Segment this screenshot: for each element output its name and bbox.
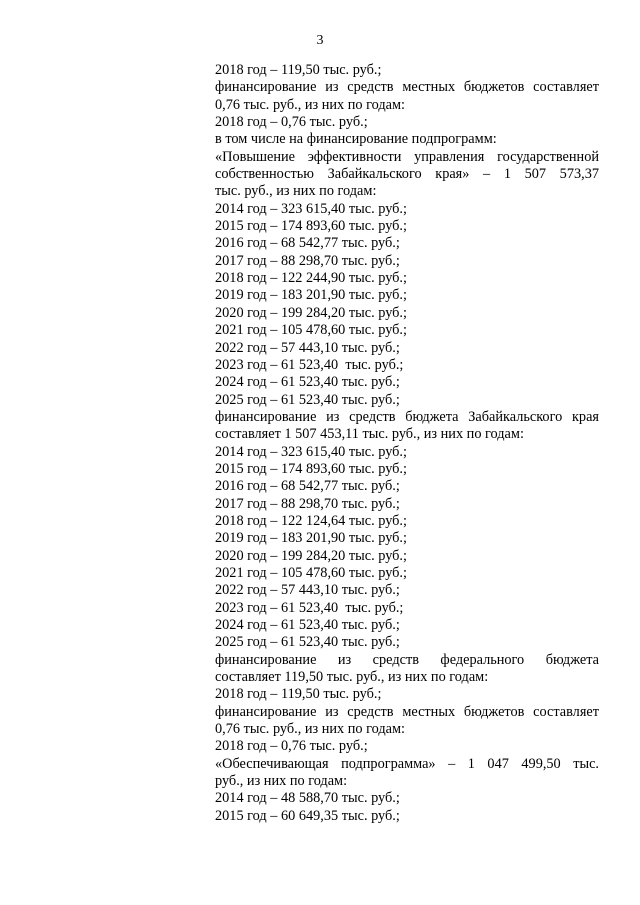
text-line: 2020 год – 199 284,20 тыс. руб.; — [215, 304, 407, 321]
text-line: 2019 год – 183 201,90 тыс. руб.; — [215, 287, 407, 304]
text-line: 2015 год – 174 893,60 тыс. руб.; — [215, 460, 407, 477]
text-line: 2016 год – 68 542,77 тыс. руб.; — [215, 235, 400, 252]
text-line: «Обеспечивающая подпрограмма» – 1 047 499,50 тыс. — [215, 755, 599, 772]
text-line: 2023 год – 61 523,40 тыс. руб.; — [215, 599, 404, 616]
text-line: 2018 год – 0,76 тыс. руб.; — [215, 738, 368, 755]
text-line: 2023 год – 61 523,40 тыс. руб.; — [215, 356, 404, 373]
text-line: финансирование из средств бюджета Забайкальского края — [215, 408, 599, 425]
text-line: 2021 год – 105 478,60 тыс. руб.; — [215, 564, 407, 581]
text-line: финансирование из средств федерального бюджета — [215, 651, 599, 668]
text-line: 2024 год – 61 523,40 тыс. руб.; — [215, 617, 400, 633]
document-body — [215, 62, 599, 825]
text-line: «Повышение эффективности управления государственной — [215, 148, 599, 165]
text-line: 2014 год – 323 615,40 тыс. руб.; — [215, 200, 407, 217]
text-line: 2017 год – 88 298,70 тыс. руб.; — [215, 495, 400, 512]
text-line: руб., из них по годам: — [215, 773, 348, 790]
text-line: 2025 год – 61 523,40 тыс. руб.; — [215, 634, 400, 651]
text-line: 2014 год – 323 615,40 тыс. руб.; — [215, 443, 407, 460]
text-line: 2014 год – 48 588,70 тыс. руб.; — [215, 790, 400, 807]
text-line: в том числе на финансирование подпрограмм: — [215, 131, 497, 148]
text-line: 0,76 тыс. руб., из них по годам: — [215, 721, 406, 738]
text-line: 2022 год – 57 443,10 тыс. руб.; — [215, 339, 400, 356]
text-line: 2015 год – 60 649,35 тыс. руб.; — [215, 807, 400, 824]
text-line: 2022 год – 57 443,10 тыс. руб.; — [215, 582, 400, 599]
text-line: составляет 119,50 тыс. руб., из них по годам: — [215, 669, 489, 686]
text-line: 2019 год – 183 201,90 тыс. руб.; — [215, 530, 407, 547]
text-line: 2016 год – 68 542,77 тыс. руб.; — [215, 478, 400, 495]
text-line: 2015 год – 174 893,60 тыс. руб.; — [215, 218, 407, 235]
text-line: 2020 год – 199 284,20 тыс. руб.; — [215, 547, 407, 564]
text-line: 2024 год – 61 523,40 тыс. руб.; — [215, 374, 400, 391]
text-line: собственностью Забайкальского края» – 1 507 573,37 — [215, 166, 599, 183]
text-line: 2021 год – 105 478,60 тыс. руб.; — [215, 322, 407, 339]
text-line: 2018 год – 122 124,64 тыс. руб.; — [215, 512, 407, 529]
text-line: 2018 год – 122 244,90 тыс. руб.; — [215, 270, 407, 287]
text-line: составляет 1 507 453,11 тыс. руб., из них по годам: — [215, 426, 524, 443]
text-line: 2018 год – 119,50 тыс. руб.; — [215, 686, 382, 703]
text-line: 0,76 тыс. руб., из них по годам: — [215, 96, 406, 113]
text-line: финансирование из средств местных бюджетов составляет — [215, 79, 599, 96]
text-line: 2017 год – 88 298,70 тыс. руб.; — [215, 252, 400, 269]
text-line: 2025 год – 61 523,40 тыс. руб.; — [215, 391, 400, 408]
text-line: тыс. руб., из них по годам: — [215, 183, 377, 200]
text-line: 2018 год – 0,76 тыс. руб.; — [215, 114, 368, 131]
page-number: 3 — [316, 33, 324, 48]
text-line: финансирование из средств местных бюджетов составляет — [215, 703, 599, 720]
text-line: 2018 год – 119,50 тыс. руб.; — [215, 62, 382, 78]
